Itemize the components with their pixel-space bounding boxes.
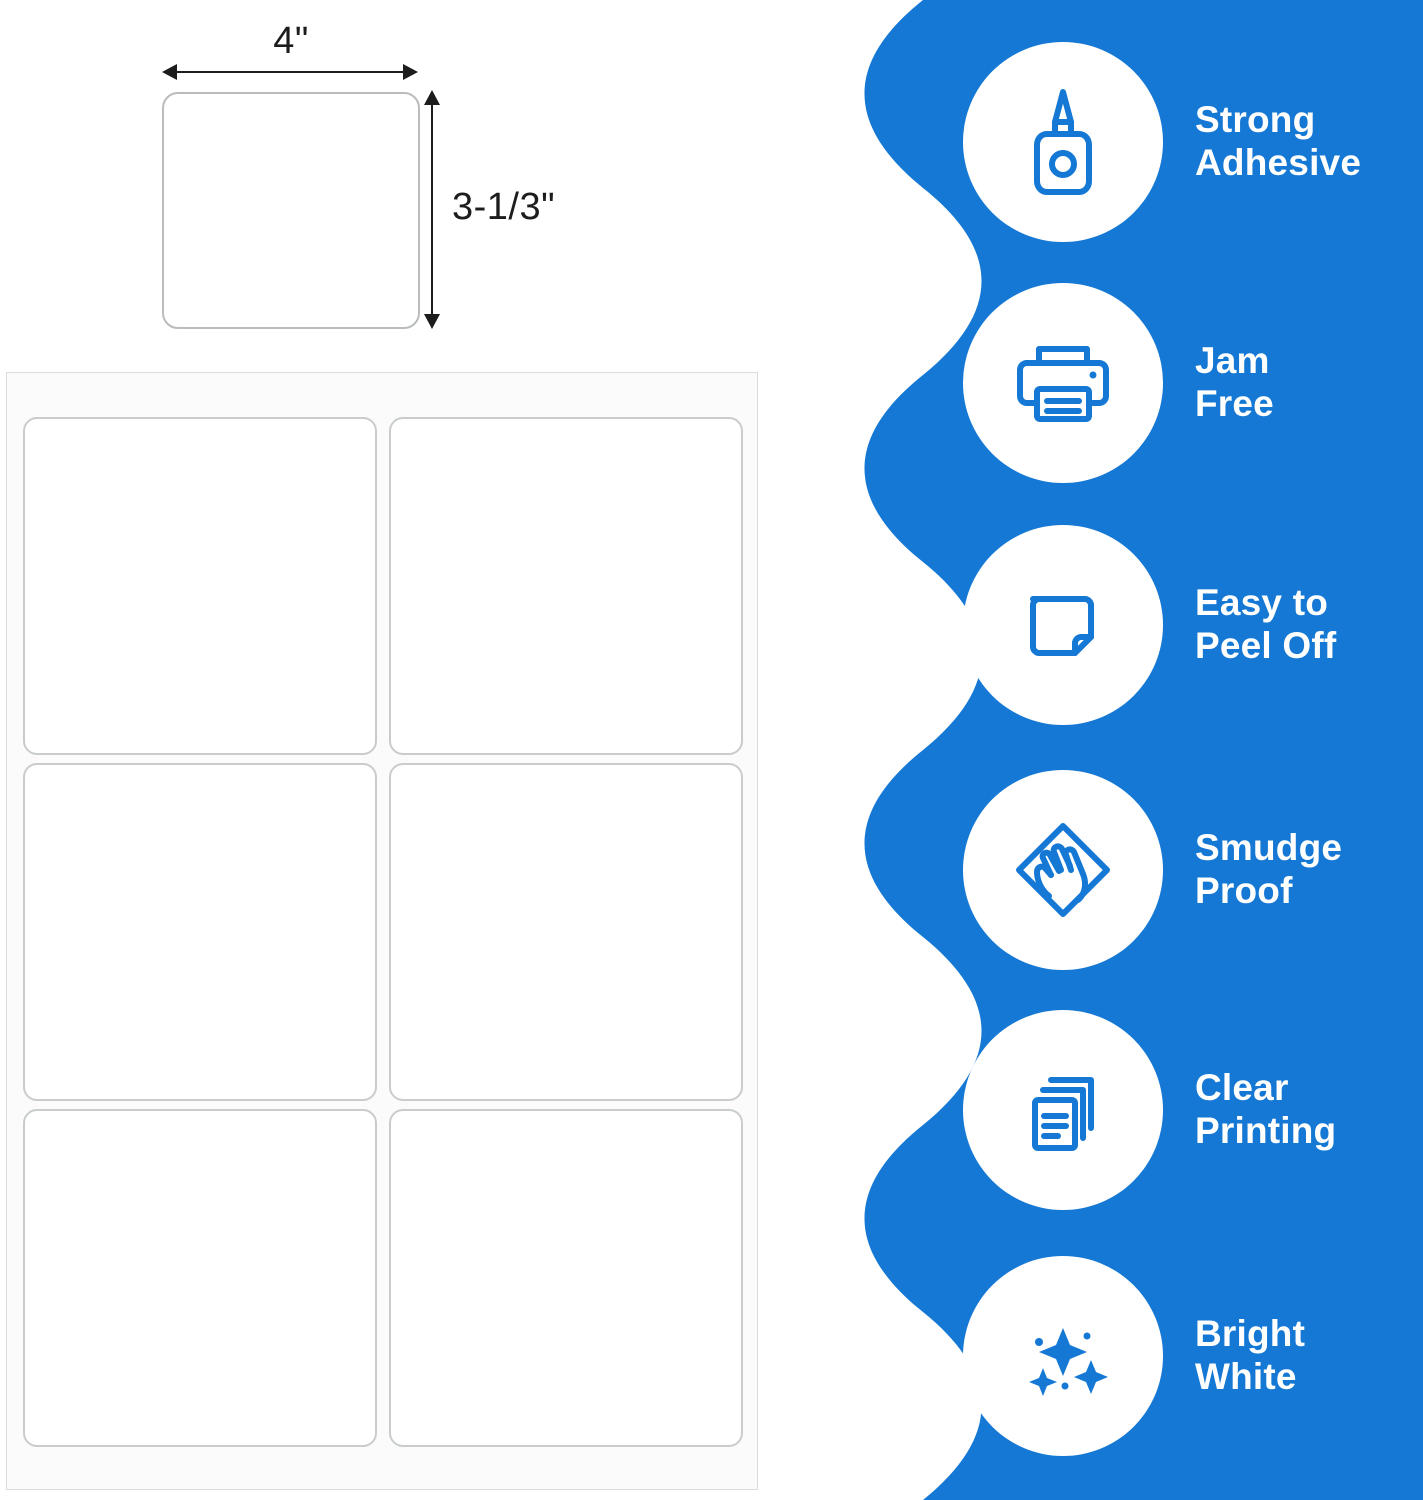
- feature-label: [1195, 99, 1361, 185]
- feature-label-line2: Free: [1195, 383, 1274, 424]
- feature-label-line1: Easy to: [1195, 582, 1329, 624]
- glue-bottle-icon: [1003, 82, 1123, 202]
- width-arrow-right-icon: [403, 64, 418, 80]
- feature-badge: [963, 1256, 1163, 1456]
- height-arrow-up-icon: [424, 90, 440, 105]
- label-cell: [389, 417, 743, 755]
- feature-label: [1195, 1067, 1336, 1153]
- feature-item-strong-adhesive: [963, 42, 1423, 242]
- height-dimension-line: [431, 97, 433, 323]
- feature-list: [835, 0, 1423, 1500]
- peel-corner-icon: [1003, 565, 1123, 685]
- width-arrow-left-icon: [162, 64, 177, 80]
- feature-label-line2: Proof: [1195, 870, 1293, 911]
- label-sheet: [6, 372, 758, 1490]
- feature-badge: [963, 283, 1163, 483]
- width-dimension-line: [166, 71, 416, 73]
- documents-icon: [1003, 1050, 1123, 1170]
- label-cell: [23, 763, 377, 1101]
- feature-badge: [963, 1010, 1163, 1210]
- feature-label: [1195, 1313, 1305, 1399]
- feature-item-smudge-proof: [963, 770, 1423, 970]
- feature-item-easy-to-peel-off: [963, 525, 1423, 725]
- feature-label-line2: Printing: [1195, 1110, 1337, 1151]
- feature-label: [1195, 582, 1336, 668]
- feature-label-line2: White: [1195, 1356, 1297, 1397]
- single-label-diagram: [0, 0, 620, 360]
- sparkles-icon: [1001, 1294, 1125, 1418]
- feature-label-line1: Strong: [1195, 99, 1316, 141]
- label-cell: [389, 1109, 743, 1447]
- feature-label: [1195, 827, 1342, 913]
- label-sheet-grid: [23, 417, 743, 1447]
- feature-item-jam-free: [963, 283, 1423, 483]
- hand-wipe-icon: [1001, 808, 1125, 932]
- printer-icon: [1003, 323, 1123, 443]
- label-height-dimension: 3-1/3": [452, 186, 556, 228]
- feature-badge: [963, 770, 1163, 970]
- feature-badge: [963, 525, 1163, 725]
- feature-label-line1: Smudge: [1195, 827, 1343, 869]
- feature-badge: [963, 42, 1163, 242]
- label-width-dimension: 4": [273, 20, 309, 62]
- feature-label-line1: Clear: [1195, 1067, 1289, 1109]
- single-label-swatch: [162, 92, 420, 329]
- feature-label-line1: Bright: [1195, 1313, 1306, 1355]
- height-arrow-down-icon: [424, 314, 440, 329]
- feature-item-clear-printing: [963, 1010, 1423, 1210]
- label-cell: [23, 417, 377, 755]
- label-cell: [23, 1109, 377, 1447]
- feature-label-line1: Jam: [1195, 340, 1270, 382]
- feature-item-bright-white: [963, 1256, 1423, 1456]
- features-panel: [835, 0, 1423, 1500]
- feature-label: [1195, 340, 1274, 426]
- label-cell: [389, 763, 743, 1101]
- feature-label-line2: Peel Off: [1195, 625, 1337, 666]
- feature-label-line2: Adhesive: [1195, 142, 1362, 183]
